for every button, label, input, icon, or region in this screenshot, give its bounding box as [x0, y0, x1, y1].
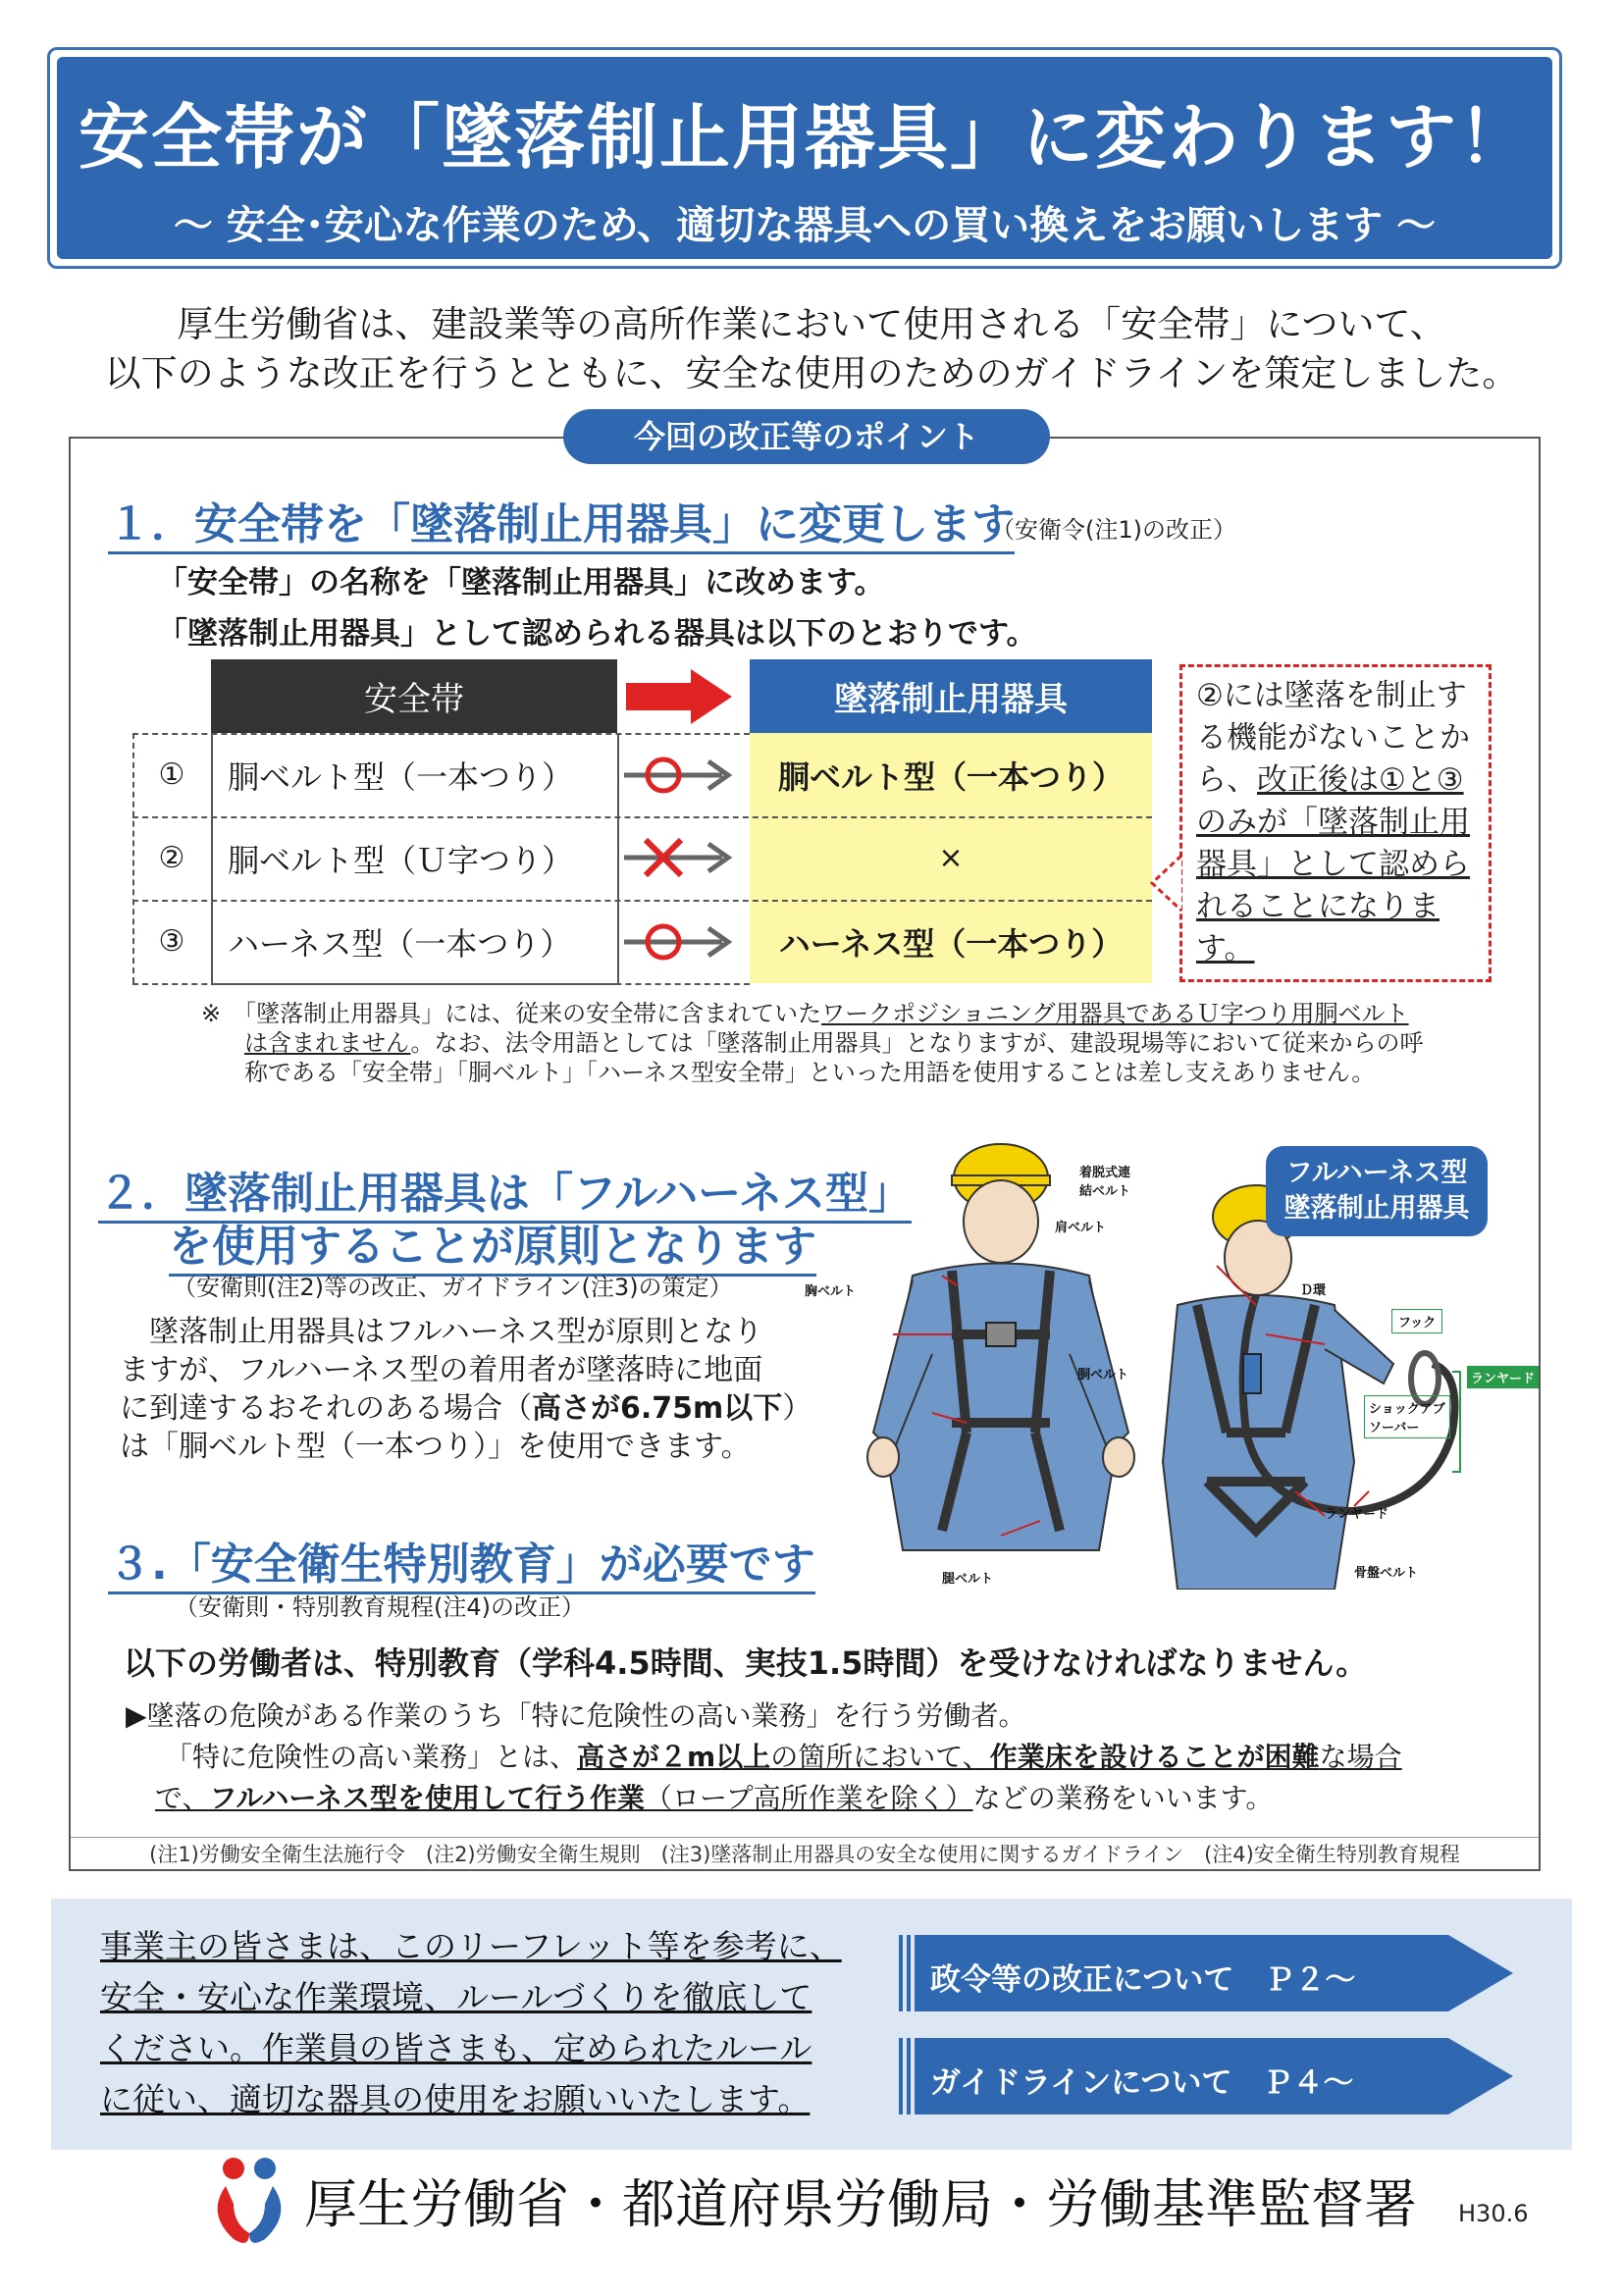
header-arrow-icon: [626, 667, 734, 726]
label-shoulder: 肩ベルト: [1055, 1221, 1107, 1235]
section1-title: １．安全帯を「墜落制止用器具」に変更します: [108, 489, 1015, 551]
row3-right: ハーネス型（一本つり）: [778, 924, 1124, 963]
row3-num: ③: [158, 924, 185, 959]
footer-organization: 厚生労働省・都道府県労働局・労働基準監督署: [304, 2173, 1417, 2235]
intro-line-2: 以下のような改正を行うとともに、安全な使用のためのガイドラインを策定しました。: [104, 352, 1519, 394]
row3-ok-arrow-icon: [624, 922, 742, 962]
harness-badge: フルハーネス型 墜落制止用器具: [1266, 1146, 1488, 1236]
section1-line-2: 「墜落制止用器具」として認められる器具は以下のとおりです。: [157, 616, 1037, 652]
label-hook: フック: [1391, 1309, 1442, 1333]
section3-main-line: 以下の労働者は、特別教育（学科4.5時間、実技1.5時間）を受けなければなりません。: [124, 1644, 1368, 1682]
label-thigh: 腿ベルト: [942, 1572, 994, 1587]
row2-num: ②: [158, 841, 185, 875]
section2-title-line-1: ２．墜落制止用器具は「フルハーネス型」: [98, 1158, 912, 1221]
label-pelvis: 骨盤ベルト: [1354, 1566, 1419, 1581]
section3-body: ▶墜落の危険がある作業のうち「特に危険性の高い業務」を行う労働者。 「特に危険性の高い業務」とは、高さが２m以上の箇所において、作業床を設けることが困難な場合 で、フルハーネス型を使用して行う作業（ロープ高所作業を除く）などの業務をいいます。: [126, 1699, 1402, 1814]
label-shock-absorber: ショックアブソーバー: [1364, 1395, 1450, 1438]
label-lanyard: ランヤード: [1325, 1507, 1389, 1522]
row3-left: ハーネス型（一本つり）: [228, 924, 572, 963]
label-waist: 胴ベルト: [1077, 1368, 1129, 1383]
label-lanyard-bracket: ランヤード: [1467, 1366, 1539, 1388]
row2-left: 胴ベルト型（Ｕ字つり）: [228, 841, 574, 879]
section1-note: （安衛令(注1)の改正）: [991, 516, 1236, 544]
row1-ok-arrow-icon: [624, 756, 742, 795]
title-banner: [47, 47, 1562, 269]
callout-pointer-icon: [1150, 854, 1183, 913]
label-chest: 胸ベルト: [805, 1284, 857, 1299]
table-header-right: 墜落制止用器具: [750, 659, 1152, 733]
section3-note: （安衛則・特別教育規程(注4)の改正）: [175, 1593, 585, 1621]
row2-right: ×: [938, 841, 964, 875]
section2-title-line-2: を使用することが原則となります: [169, 1211, 816, 1274]
label-detachable: 着脱式連結ベルト: [1079, 1166, 1131, 1199]
page-subtitle: ～ 安全･安心な作業のため、適切な器具への買い換えをお願いします ～: [173, 203, 1437, 248]
section2-body: 墜落制止用器具はフルハーネス型が原則となり ますが、フルハーネス型の着用者が墜落時に地面 に到達するおそれのある場合（高さが6.75m以下） は「胴ベルト型（一本つり）」を使用できます。: [120, 1315, 812, 1464]
footnotes: (注1)労働安全衛生法施行令 (注2)労働安全衛生規則 (注3)墜落制止用器具の安全な使用に関するガイドライン (注4)安全衛生特別教育規程: [71, 1837, 1539, 1870]
section2-note: （安衛則(注2)等の改正、ガイドライン(注3)の策定）: [173, 1274, 733, 1301]
table-footnote: ※ 「墜落制止用器具」には、従来の安全帯に含まれていたワークポジショニング用器具であるＵ字つり用胴ベルト は含まれません。なお、法令用語としては「墜落制止用器具」となりますが、建設現場等において従来からの呼 称である「安全帯」「胴ベルト」「ハーネス型安全帯」といった用語を使用することは差し支えありません。: [201, 1000, 1424, 1086]
points-label: 今回の改正等のポイント: [563, 409, 1050, 464]
row2-ng-arrow-icon: [624, 836, 742, 879]
label-d-ring: Ｄ環: [1300, 1283, 1327, 1298]
page-title: 安全帯が「墜落制止用器具」に変わります！: [78, 96, 1531, 179]
row1-left: 胴ベルト型（一本つり）: [228, 757, 574, 796]
bottom-message: 事業主の皆さまは、このリーフレット等を参考に、 安全・安心な作業環境、ルールづくりを徹底して ください。作業員の皆さまも、定められたルール に従い、適切な器具の使用をお願いいたします。: [100, 1927, 842, 2118]
section3-title: ３.「安全衛生特別教育」が必要です: [108, 1529, 815, 1592]
mhlw-logo-icon: [204, 2155, 296, 2249]
row1-right: 胴ベルト型（一本つり）: [777, 757, 1124, 796]
section1-line-1: 「安全帯」の名称を「墜落制止用器具」に改めます。: [157, 565, 885, 600]
table-header-left: 安全帯: [211, 659, 617, 733]
intro-line-1: 厚生労働省は、建設業等の高所作業において使用される「安全帯」について、: [177, 303, 1446, 345]
link-guideline-label[interactable]: ガイドラインについて Ｐ４～: [930, 2065, 1354, 2101]
row1-num: ①: [158, 757, 185, 792]
footer-date: H30.6: [1458, 2200, 1529, 2227]
link-ordinance-label[interactable]: 政令等の改正について Ｐ２～: [930, 1962, 1356, 1998]
callout-box: ②には墜落を制止する機能がないことから、改正後は①と③のみが「墜落制止用器具」として認められることになります。: [1179, 664, 1492, 982]
